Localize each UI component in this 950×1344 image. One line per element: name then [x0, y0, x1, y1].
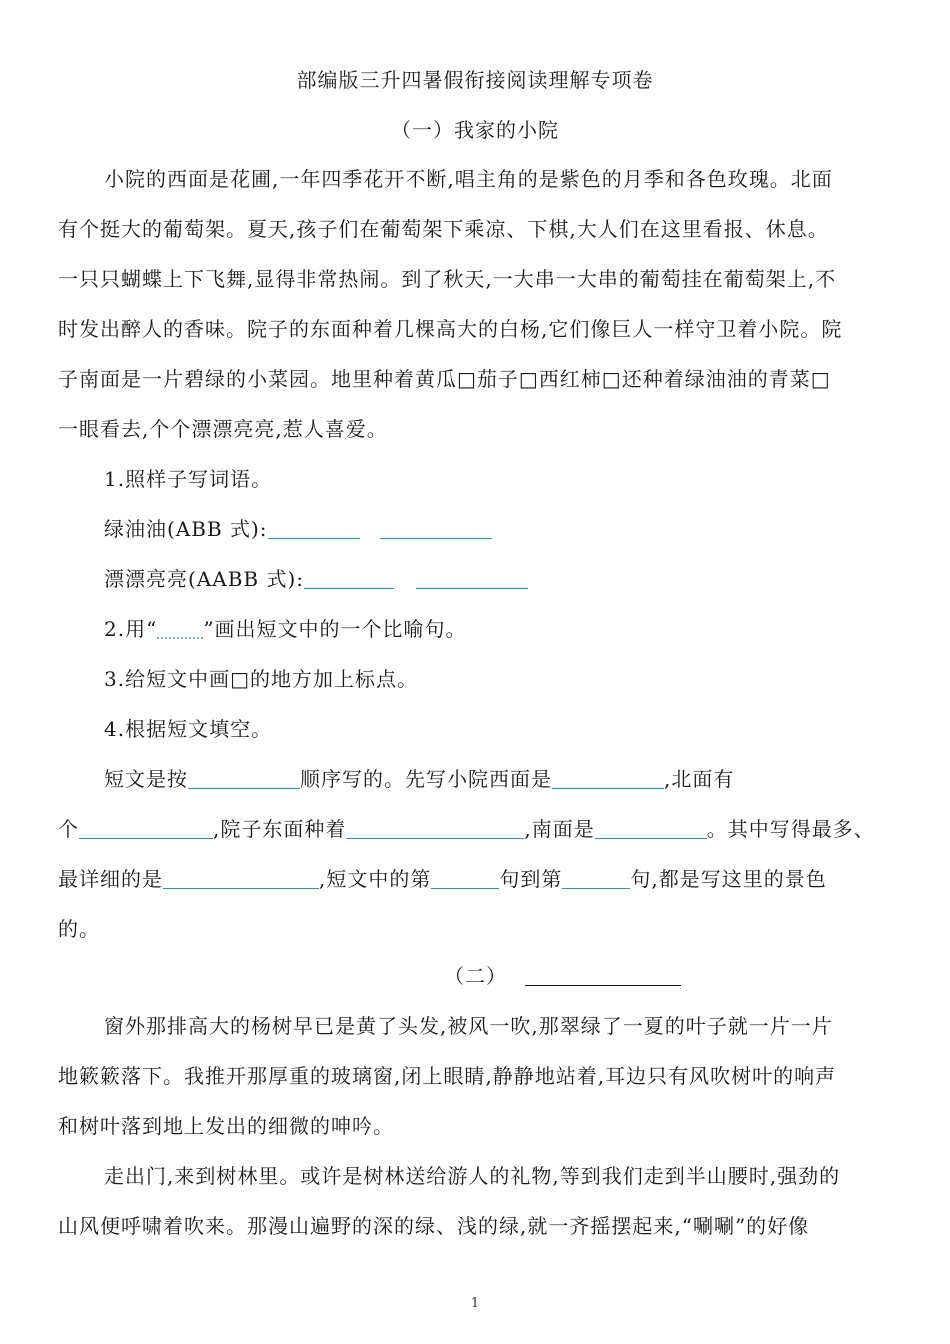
question-4: 4.根据短文填空。: [104, 717, 273, 741]
answer-blank[interactable]: [304, 566, 394, 589]
fill-text: 个: [58, 817, 79, 841]
fill-row-1: [104, 765, 734, 793]
document-title: 部编版三升四暑假衔接阅读理解专项卷: [296, 68, 654, 92]
fill-text: ,短文中的第: [319, 867, 432, 891]
passage-2-line: 走出门,来到树林里。或许是树林送给游人的礼物,等到我们走到半山腰时,强劲的: [104, 1164, 841, 1188]
question-3: 3.给短文中画□的地方加上标点。: [104, 667, 418, 691]
answer-blank[interactable]: [268, 516, 360, 539]
answer-blank[interactable]: [552, 766, 664, 789]
question-2: [104, 615, 467, 643]
question-1-aabb-label: 漂漂亮亮(AABB 式):: [104, 567, 304, 591]
fill-text: 最详细的是: [58, 867, 163, 891]
page-number: 1: [470, 1296, 480, 1311]
fill-text: ,北面有: [664, 767, 735, 791]
question-1-aabb-row: [104, 565, 528, 593]
fill-text: 句到第: [499, 867, 563, 891]
passage-1-line: 有个挺大的葡萄架。夏天,孩子们在葡萄架下乘凉、下棋,大人们在这里看报、休息。: [58, 217, 829, 241]
answer-blank[interactable]: [188, 766, 300, 789]
question-1: 1.照样子写词语。: [104, 467, 273, 491]
fill-text: ,院子东面种着: [213, 817, 347, 841]
fill-row-3: [58, 865, 827, 893]
answer-blank[interactable]: [79, 816, 213, 839]
answer-blank[interactable]: [431, 866, 499, 889]
fill-text: 句,都是写这里的景色: [630, 867, 827, 891]
title-blank[interactable]: [525, 963, 681, 986]
question-2-suffix: ”画出短文中的一个比喻句。: [203, 617, 467, 641]
passage-2-line: 窗外那排高大的杨树早已是黄了头发,被风一吹,那翠绿了一夏的叶子就一片一片: [104, 1014, 833, 1038]
passage-1-line: 时发出醉人的香味。院子的东面种着几棵高大的白杨,它们像巨人一样守卫着小院。院: [58, 317, 843, 341]
answer-blank[interactable]: [416, 566, 528, 589]
question-1-abb-label: 绿油油(ABB 式):: [104, 517, 268, 541]
question-2-prefix: 2.用“: [104, 617, 158, 641]
fill-row-4: 的。: [58, 917, 100, 941]
fill-text: 。其中写得最多、: [706, 817, 875, 841]
answer-blank[interactable]: [562, 866, 630, 889]
passage-2-title-row: [444, 962, 681, 990]
answer-blank[interactable]: [163, 866, 319, 889]
fill-text: ,南面是: [524, 817, 595, 841]
fill-text: 短文是按: [104, 767, 188, 791]
answer-blank[interactable]: [595, 816, 707, 839]
passage-1-title: （一）我家的小院: [391, 118, 559, 142]
passage-2-line: 和树叶落到地上发出的细微的呻吟。: [58, 1114, 394, 1138]
wavy-underline-sample: [157, 615, 203, 639]
passage-2-title: （二）: [444, 964, 507, 988]
passage-2-line: 地簌簌落下。我推开那厚重的玻璃窗,闭上眼睛,静静地站着,耳边只有风吹树叶的响声: [58, 1064, 837, 1088]
fill-row-2: [58, 815, 875, 843]
passage-1-line: 子南面是一片碧绿的小菜园。地里种着黄瓜□茄子□西红柿□还种着绿油油的青菜□: [58, 367, 831, 391]
passage-2-line: 山风便呼啸着吹来。那漫山遍野的深的绿、浅的绿,就一齐摇摆起来,“唰唰”的好像: [58, 1214, 810, 1238]
question-1-abb-row: [104, 515, 492, 543]
fill-text: 顺序写的。先写小院西面是: [300, 767, 552, 791]
passage-1-line: 一只只蝴蝶上下飞舞,显得非常热闹。到了秋天,一大串一大串的葡萄挂在葡萄架上,不: [58, 267, 837, 291]
passage-1-line: 一眼看去,个个漂漂亮亮,惹人喜爱。: [58, 417, 388, 441]
answer-blank[interactable]: [380, 516, 492, 539]
answer-blank[interactable]: [346, 816, 524, 839]
passage-1-line: 小院的西面是花圃,一年四季花开不断,唱主角的是紫色的月季和各色玫瑰。北面: [104, 167, 833, 191]
